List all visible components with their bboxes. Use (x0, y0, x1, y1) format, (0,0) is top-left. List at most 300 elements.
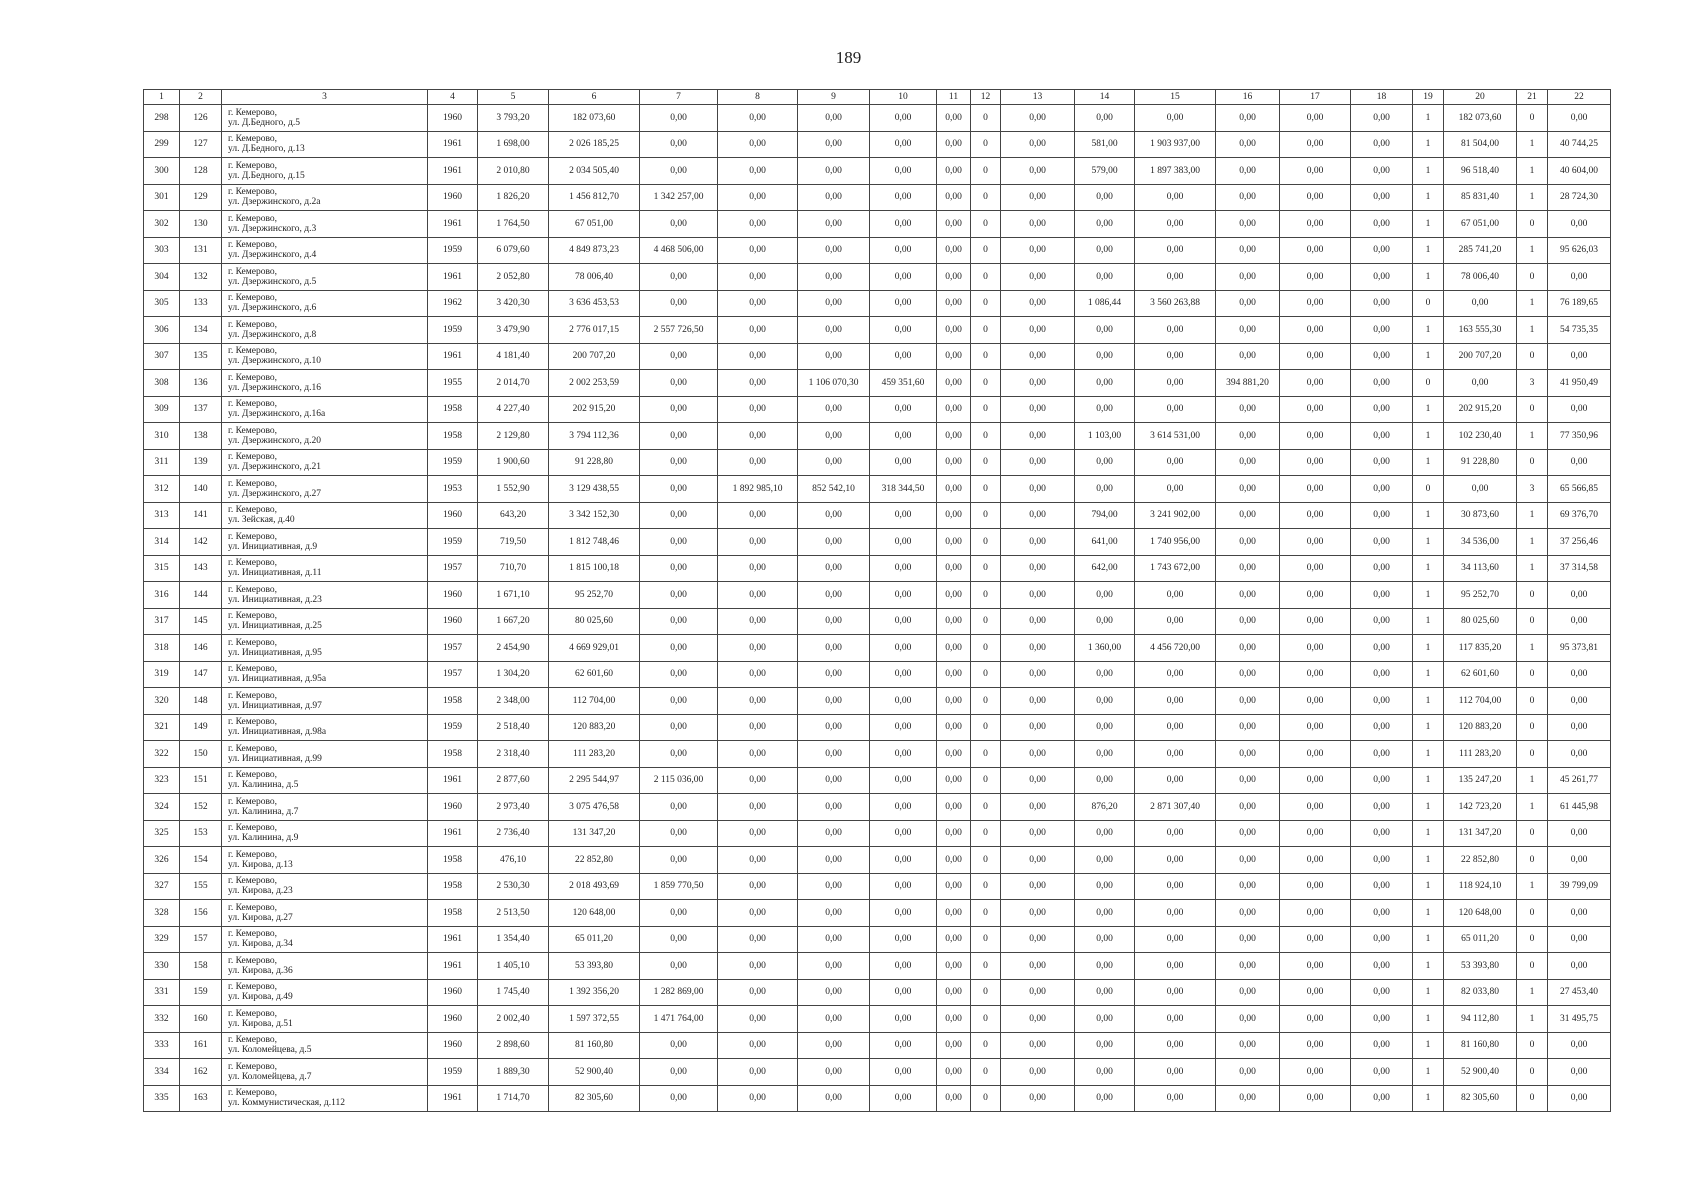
address-city: г. Кемерово, (228, 372, 278, 383)
cell-c10: 0,00 (870, 264, 937, 291)
cell-c8: 0,00 (718, 767, 798, 794)
cell-c12: 0 (971, 502, 1001, 529)
cell-c5: 1 826,20 (478, 184, 549, 211)
cell-c16: 0,00 (1216, 529, 1280, 556)
cell-c19: 1 (1413, 502, 1444, 529)
cell-c20: 135 247,20 (1444, 767, 1517, 794)
cell-address (222, 449, 428, 476)
cell-c16: 0,00 (1216, 290, 1280, 317)
cell-c16: 0,00 (1216, 555, 1280, 582)
cell-c18: 0,00 (1351, 555, 1413, 582)
cell-address (222, 105, 428, 132)
cell-c12: 0 (971, 688, 1001, 715)
cell-c21: 0 (1517, 714, 1548, 741)
cell-c20: 182 073,60 (1444, 105, 1517, 132)
cell-c17: 0,00 (1280, 979, 1351, 1006)
cell-c19: 1 (1413, 767, 1444, 794)
cell-c10: 459 351,60 (870, 370, 937, 397)
address-street: ул. Коломейцева, д.7 (228, 1071, 312, 1082)
cell-c13: 0,00 (1001, 290, 1075, 317)
cell-c4: 1958 (428, 688, 478, 715)
address-street: ул. Инициативная, д.99 (228, 753, 322, 764)
cell-c9: 0,00 (798, 900, 870, 927)
cell-c22: 95 373,81 (1548, 635, 1611, 662)
cell-c14: 0,00 (1075, 343, 1135, 370)
address-city: г. Кемерово, (228, 929, 278, 940)
cell-c2: 155 (180, 873, 222, 900)
cell-c17: 0,00 (1280, 1006, 1351, 1033)
column-header-2: 2 (180, 90, 222, 105)
cell-c10: 0,00 (870, 184, 937, 211)
cell-c17: 0,00 (1280, 953, 1351, 980)
cell-address (222, 688, 428, 715)
cell-c4: 1960 (428, 105, 478, 132)
address-city: г. Кемерово, (228, 584, 278, 595)
cell-c7: 1 471 764,00 (640, 1006, 718, 1033)
table-row (144, 343, 1611, 370)
cell-c20: 52 900,40 (1444, 1059, 1517, 1086)
cell-c13: 0,00 (1001, 211, 1075, 238)
cell-c18: 0,00 (1351, 953, 1413, 980)
cell-address (222, 343, 428, 370)
cell-c7: 0,00 (640, 423, 718, 450)
cell-c19: 0 (1413, 290, 1444, 317)
cell-c21: 1 (1517, 1006, 1548, 1033)
cell-c19: 1 (1413, 237, 1444, 264)
cell-c22: 54 735,35 (1548, 317, 1611, 344)
cell-c19: 0 (1413, 370, 1444, 397)
table-row (144, 529, 1611, 556)
cell-c22: 41 950,49 (1548, 370, 1611, 397)
cell-c7: 0,00 (640, 635, 718, 662)
cell-c21: 1 (1517, 237, 1548, 264)
cell-c4: 1959 (428, 1059, 478, 1086)
cell-c19: 1 (1413, 1032, 1444, 1059)
cell-c6: 112 704,00 (549, 688, 640, 715)
cell-c18: 0,00 (1351, 1006, 1413, 1033)
cell-address (222, 714, 428, 741)
cell-c12: 0 (971, 767, 1001, 794)
cell-address (222, 1032, 428, 1059)
cell-c5: 2 518,40 (478, 714, 549, 741)
address-city: г. Кемерово, (228, 1035, 278, 1046)
cell-address (222, 317, 428, 344)
address-city: г. Кемерово, (228, 849, 278, 860)
cell-c4: 1960 (428, 794, 478, 821)
cell-c1: 316 (144, 582, 180, 609)
cell-c9: 0,00 (798, 105, 870, 132)
cell-c16: 0,00 (1216, 1059, 1280, 1086)
cell-c15: 0,00 (1135, 237, 1216, 264)
table-row (144, 635, 1611, 662)
cell-c1: 322 (144, 741, 180, 768)
cell-c4: 1961 (428, 926, 478, 953)
cell-c13: 0,00 (1001, 449, 1075, 476)
cell-c5: 1 354,40 (478, 926, 549, 953)
cell-c18: 0,00 (1351, 873, 1413, 900)
cell-c9: 0,00 (798, 820, 870, 847)
cell-c7: 0,00 (640, 582, 718, 609)
address-street: ул. Инициативная, д.98а (228, 727, 327, 738)
cell-c15: 0,00 (1135, 873, 1216, 900)
cell-c1: 317 (144, 608, 180, 635)
cell-c19: 1 (1413, 688, 1444, 715)
cell-c21: 0 (1517, 211, 1548, 238)
cell-c19: 1 (1413, 900, 1444, 927)
cell-c10: 0,00 (870, 900, 937, 927)
cell-c18: 0,00 (1351, 847, 1413, 874)
cell-c1: 309 (144, 396, 180, 423)
cell-c15: 1 903 937,00 (1135, 131, 1216, 158)
table-row (144, 847, 1611, 874)
cell-c10: 0,00 (870, 688, 937, 715)
cell-c12: 0 (971, 953, 1001, 980)
cell-c4: 1961 (428, 767, 478, 794)
cell-c5: 1 889,30 (478, 1059, 549, 1086)
cell-c9: 0,00 (798, 714, 870, 741)
cell-c15: 0,00 (1135, 370, 1216, 397)
cell-c13: 0,00 (1001, 1032, 1075, 1059)
cell-c11: 0,00 (937, 661, 971, 688)
cell-c15: 0,00 (1135, 476, 1216, 503)
column-header-14: 14 (1075, 90, 1135, 105)
cell-c17: 0,00 (1280, 158, 1351, 185)
cell-c18: 0,00 (1351, 820, 1413, 847)
column-header-1: 1 (144, 90, 180, 105)
cell-c1: 329 (144, 926, 180, 953)
cell-c15: 0,00 (1135, 105, 1216, 132)
cell-c2: 146 (180, 635, 222, 662)
cell-address (222, 529, 428, 556)
cell-c11: 0,00 (937, 1085, 971, 1112)
cell-c22: 95 626,03 (1548, 237, 1611, 264)
cell-c22: 0,00 (1548, 608, 1611, 635)
address-street: ул. Инициативная, д.9 (228, 541, 318, 552)
cell-c17: 0,00 (1280, 1032, 1351, 1059)
cell-c9: 0,00 (798, 131, 870, 158)
cell-c1: 305 (144, 290, 180, 317)
cell-c16: 0,00 (1216, 343, 1280, 370)
address-street: ул. Калинина, д.7 (228, 806, 299, 817)
cell-address (222, 582, 428, 609)
cell-c22: 0,00 (1548, 1032, 1611, 1059)
cell-c11: 0,00 (937, 476, 971, 503)
cell-c6: 81 160,80 (549, 1032, 640, 1059)
address-city: г. Кемерово, (228, 346, 278, 357)
table-row (144, 1085, 1611, 1112)
cell-address (222, 423, 428, 450)
address-street: ул. Кирова, д.49 (228, 992, 293, 1003)
address-street: ул. Дзержинского, д.20 (228, 435, 321, 446)
cell-c19: 1 (1413, 741, 1444, 768)
cell-c20: 142 723,20 (1444, 794, 1517, 821)
cell-c12: 0 (971, 1059, 1001, 1086)
cell-c19: 1 (1413, 1006, 1444, 1033)
cell-c11: 0,00 (937, 370, 971, 397)
cell-c17: 0,00 (1280, 873, 1351, 900)
cell-c11: 0,00 (937, 449, 971, 476)
cell-c8: 0,00 (718, 529, 798, 556)
cell-c9: 0,00 (798, 449, 870, 476)
cell-c18: 0,00 (1351, 1085, 1413, 1112)
cell-c17: 0,00 (1280, 1059, 1351, 1086)
cell-c21: 1 (1517, 555, 1548, 582)
cell-c1: 325 (144, 820, 180, 847)
cell-c18: 0,00 (1351, 184, 1413, 211)
cell-c6: 120 648,00 (549, 900, 640, 927)
cell-c16: 0,00 (1216, 105, 1280, 132)
cell-address (222, 794, 428, 821)
cell-c19: 1 (1413, 105, 1444, 132)
cell-c10: 0,00 (870, 635, 937, 662)
cell-c21: 1 (1517, 635, 1548, 662)
cell-c15: 0,00 (1135, 953, 1216, 980)
cell-c2: 152 (180, 794, 222, 821)
cell-c15: 0,00 (1135, 820, 1216, 847)
column-header-12: 12 (971, 90, 1001, 105)
cell-c8: 0,00 (718, 396, 798, 423)
cell-c22: 0,00 (1548, 343, 1611, 370)
cell-c2: 128 (180, 158, 222, 185)
cell-c5: 2 877,60 (478, 767, 549, 794)
cell-c13: 0,00 (1001, 158, 1075, 185)
address-street: ул. Кирова, д.27 (228, 912, 293, 923)
cell-c2: 130 (180, 211, 222, 238)
cell-c16: 0,00 (1216, 953, 1280, 980)
cell-c12: 0 (971, 237, 1001, 264)
cell-c20: 285 741,20 (1444, 237, 1517, 264)
cell-c5: 2 973,40 (478, 794, 549, 821)
cell-c22: 0,00 (1548, 847, 1611, 874)
cell-c17: 0,00 (1280, 370, 1351, 397)
cell-c4: 1953 (428, 476, 478, 503)
cell-c22: 0,00 (1548, 953, 1611, 980)
cell-c4: 1961 (428, 343, 478, 370)
cell-address (222, 476, 428, 503)
address-city: г. Кемерово, (228, 690, 278, 701)
cell-c15: 0,00 (1135, 714, 1216, 741)
cell-c1: 321 (144, 714, 180, 741)
cell-c16: 0,00 (1216, 1006, 1280, 1033)
cell-c12: 0 (971, 423, 1001, 450)
cell-c20: 111 283,20 (1444, 741, 1517, 768)
cell-c22: 69 376,70 (1548, 502, 1611, 529)
table-row (144, 290, 1611, 317)
cell-c1: 313 (144, 502, 180, 529)
cell-c15: 0,00 (1135, 396, 1216, 423)
cell-c1: 319 (144, 661, 180, 688)
cell-c2: 137 (180, 396, 222, 423)
cell-c2: 144 (180, 582, 222, 609)
cell-c21: 1 (1517, 317, 1548, 344)
cell-c12: 0 (971, 105, 1001, 132)
cell-c1: 324 (144, 794, 180, 821)
cell-c7: 0,00 (640, 105, 718, 132)
cell-c8: 0,00 (718, 211, 798, 238)
cell-c21: 1 (1517, 423, 1548, 450)
cell-c12: 0 (971, 1085, 1001, 1112)
cell-c4: 1959 (428, 529, 478, 556)
cell-c22: 61 445,98 (1548, 794, 1611, 821)
cell-c12: 0 (971, 370, 1001, 397)
cell-c14: 0,00 (1075, 105, 1135, 132)
cell-c20: 91 228,80 (1444, 449, 1517, 476)
cell-c16: 0,00 (1216, 184, 1280, 211)
cell-c9: 0,00 (798, 582, 870, 609)
cell-c5: 2 129,80 (478, 423, 549, 450)
cell-c5: 1 714,70 (478, 1085, 549, 1112)
cell-c6: 3 129 438,55 (549, 476, 640, 503)
cell-c16: 0,00 (1216, 264, 1280, 291)
table-row (144, 582, 1611, 609)
cell-c2: 148 (180, 688, 222, 715)
cell-c8: 0,00 (718, 635, 798, 662)
cell-c5: 4 181,40 (478, 343, 549, 370)
cell-c16: 0,00 (1216, 1032, 1280, 1059)
cell-c9: 0,00 (798, 688, 870, 715)
cell-c14: 876,20 (1075, 794, 1135, 821)
address-city: г. Кемерово, (228, 134, 278, 145)
cell-c18: 0,00 (1351, 714, 1413, 741)
table-row (144, 370, 1611, 397)
cell-c8: 0,00 (718, 1085, 798, 1112)
cell-c1: 328 (144, 900, 180, 927)
table-row (144, 820, 1611, 847)
cell-c8: 0,00 (718, 820, 798, 847)
cell-c11: 0,00 (937, 396, 971, 423)
cell-c7: 0,00 (640, 1059, 718, 1086)
cell-c7: 0,00 (640, 158, 718, 185)
cell-c20: 120 883,20 (1444, 714, 1517, 741)
table-row (144, 449, 1611, 476)
cell-c1: 307 (144, 343, 180, 370)
cell-c17: 0,00 (1280, 555, 1351, 582)
cell-address (222, 926, 428, 953)
address-street: ул. Коломейцева, д.5 (228, 1045, 312, 1056)
cell-c21: 0 (1517, 847, 1548, 874)
cell-c8: 0,00 (718, 953, 798, 980)
cell-c21: 1 (1517, 794, 1548, 821)
cell-c22: 0,00 (1548, 1085, 1611, 1112)
cell-c19: 1 (1413, 555, 1444, 582)
cell-c9: 0,00 (798, 555, 870, 582)
cell-c18: 0,00 (1351, 582, 1413, 609)
column-header-8: 8 (718, 90, 798, 105)
cell-c14: 0,00 (1075, 264, 1135, 291)
cell-c21: 1 (1517, 290, 1548, 317)
cell-c13: 0,00 (1001, 794, 1075, 821)
cell-c19: 1 (1413, 635, 1444, 662)
cell-c9: 0,00 (798, 1059, 870, 1086)
cell-c18: 0,00 (1351, 158, 1413, 185)
cell-c9: 852 542,10 (798, 476, 870, 503)
cell-c8: 0,00 (718, 582, 798, 609)
cell-c5: 2 014,70 (478, 370, 549, 397)
cell-c10: 0,00 (870, 449, 937, 476)
cell-c10: 0,00 (870, 1032, 937, 1059)
cell-c15: 1 743 672,00 (1135, 555, 1216, 582)
cell-c19: 1 (1413, 794, 1444, 821)
cell-c11: 0,00 (937, 1006, 971, 1033)
cell-c12: 0 (971, 476, 1001, 503)
cell-c19: 0 (1413, 476, 1444, 503)
column-header-17: 17 (1280, 90, 1351, 105)
column-header-22: 22 (1548, 90, 1611, 105)
cell-c17: 0,00 (1280, 635, 1351, 662)
cell-c11: 0,00 (937, 264, 971, 291)
cell-c13: 0,00 (1001, 343, 1075, 370)
cell-c6: 2 295 544,97 (549, 767, 640, 794)
cell-address (222, 370, 428, 397)
cell-c16: 0,00 (1216, 317, 1280, 344)
cell-c7: 0,00 (640, 926, 718, 953)
cell-c12: 0 (971, 608, 1001, 635)
cell-c4: 1961 (428, 820, 478, 847)
cell-c2: 143 (180, 555, 222, 582)
cell-c5: 2 010,80 (478, 158, 549, 185)
cell-c10: 0,00 (870, 211, 937, 238)
cell-c12: 0 (971, 317, 1001, 344)
cell-c13: 0,00 (1001, 900, 1075, 927)
cell-c16: 0,00 (1216, 873, 1280, 900)
cell-c16: 0,00 (1216, 900, 1280, 927)
cell-c6: 131 347,20 (549, 820, 640, 847)
cell-c6: 2 034 505,40 (549, 158, 640, 185)
address-street: ул. Калинина, д.5 (228, 780, 299, 791)
cell-c1: 310 (144, 423, 180, 450)
cell-c4: 1959 (428, 237, 478, 264)
cell-c2: 139 (180, 449, 222, 476)
cell-c1: 314 (144, 529, 180, 556)
cell-c10: 0,00 (870, 1006, 937, 1033)
address-street: ул. Кирова, д.51 (228, 1018, 293, 1029)
address-street: ул. Кирова, д.34 (228, 939, 293, 950)
cell-c20: 94 112,80 (1444, 1006, 1517, 1033)
cell-c13: 0,00 (1001, 529, 1075, 556)
cell-c2: 162 (180, 1059, 222, 1086)
cell-c11: 0,00 (937, 237, 971, 264)
cell-c16: 0,00 (1216, 423, 1280, 450)
cell-c6: 2 018 493,69 (549, 873, 640, 900)
cell-c19: 1 (1413, 953, 1444, 980)
cell-c10: 0,00 (870, 582, 937, 609)
table-row (144, 264, 1611, 291)
cell-c6: 82 305,60 (549, 1085, 640, 1112)
cell-c18: 0,00 (1351, 741, 1413, 768)
cell-c20: 82 305,60 (1444, 1085, 1517, 1112)
cell-c21: 1 (1517, 184, 1548, 211)
cell-c22: 40 604,00 (1548, 158, 1611, 185)
cell-c14: 0,00 (1075, 211, 1135, 238)
cell-c15: 0,00 (1135, 979, 1216, 1006)
cell-c21: 0 (1517, 900, 1548, 927)
cell-c2: 133 (180, 290, 222, 317)
cell-c6: 3 075 476,58 (549, 794, 640, 821)
cell-c4: 1958 (428, 396, 478, 423)
table-row (144, 741, 1611, 768)
cell-c11: 0,00 (937, 847, 971, 874)
cell-c13: 0,00 (1001, 1085, 1075, 1112)
cell-c15: 0,00 (1135, 767, 1216, 794)
cell-c14: 0,00 (1075, 847, 1135, 874)
address-city: г. Кемерово, (228, 1061, 278, 1072)
cell-c8: 0,00 (718, 900, 798, 927)
cell-c1: 302 (144, 211, 180, 238)
address-street: ул. Кирова, д.23 (228, 886, 293, 897)
address-street: ул. Дзержинского, д.5 (228, 276, 317, 287)
cell-c21: 0 (1517, 926, 1548, 953)
cell-c11: 0,00 (937, 714, 971, 741)
